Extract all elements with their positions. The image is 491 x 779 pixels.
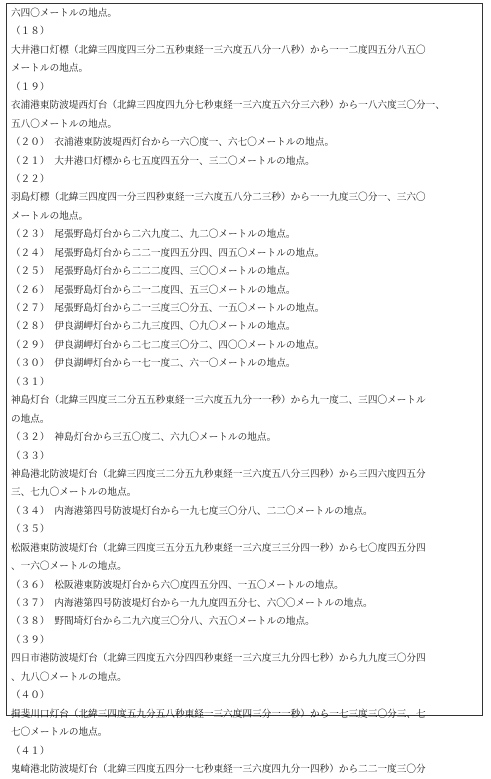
text-line: 鬼崎港北防波堤灯台（北緯三四度五四分一七秒東経一三六度四九分一四秒）から二二一度三〇分 [11,763,426,775]
item-line: （２３） 尾張野島灯台から二六九度二、九二〇メートルの地点。 [11,229,296,241]
text-line: 七〇メートルの地点。 [11,727,108,739]
item-number: （１８） [11,26,50,38]
item-line: （２１） 大井港口灯標から七五度四五分一、三二〇メートルの地点。 [11,155,315,167]
text-line: 衣浦港東防波堤西灯台（北緯三四度四九分七秒東経一三六度五六分三六秒）から一八六度三〇分一、 [11,100,445,112]
text-line: 神島港北防波堤灯台（北緯三四度三二分五九秒東経一三六度五八分三四秒）から三四六度四五分 [11,468,426,480]
item-number: （３３） [11,450,50,462]
text-line: 、一六〇メートルの地点。 [11,561,127,573]
text-line: 揖斐川口灯台（北緯三四度五九分五八秒東経一三六度四三分一一秒）から一七三度三〇分三、七 [11,708,426,720]
text-line: 五八〇メートルの地点。 [11,118,118,130]
item-number: （１９） [11,81,50,93]
item-line: （２９） 伊良湖岬灯台から二七二度三〇分二、四〇〇メートルの地点。 [11,339,325,351]
text-line: 羽島灯標（北緯三四度四一分三四秒東経一三六度五八分二三秒）から一一九度三〇分一、三六〇 [11,192,426,204]
item-line: （２５） 尾張野島灯台から二二二度四、三〇〇メートルの地点。 [11,266,296,278]
item-number: （２２） [11,173,50,185]
item-line: （２４） 尾張野島灯台から二二一度四五分四、四五〇メートルの地点。 [11,247,325,259]
item-number: （４１） [11,745,50,757]
item-line: （２８） 伊良湖岬灯台から二九三度四、〇九〇メートルの地点。 [11,321,296,333]
item-line: （３８） 野間埼灯台から二九六度三〇分八、六五〇メートルの地点。 [11,616,315,628]
text-line: 大井港口灯標（北緯三四度四三分二五秒東経一三六度五八分一八秒）から一一二度四五分八五〇 [11,44,426,56]
text-line: メートルの地点。 [11,63,89,75]
item-line: （２６） 尾張野島灯台から二一二度四、五三〇メートルの地点。 [11,284,296,296]
text-line: 四日市港防波堤灯台（北緯三四度五六分四四秒東経一三六度三九分四七秒）から九九度三〇分四 [11,653,426,665]
text-line: 神島灯台（北緯三四度三二分五五秒東経一三六度五九分一一秒）から九一度二、三四〇メートル [11,395,426,407]
item-number: （３９） [11,634,50,646]
item-line: （２７） 尾張野島灯台から二一三度三〇分五、一五〇メートルの地点。 [11,303,325,314]
item-number: （４０） [11,690,50,702]
document-page [6,3,483,775]
text-line: 三、七九〇メートルの地点。 [11,487,137,499]
text-line: 松阪港東防波堤灯台（北緯三四度三五分五九秒東経一三六度三三分四一秒）から七〇度四五分四 [11,542,426,554]
item-number: （３１） [11,376,50,388]
text-line: 六四〇メートルの地点。 [11,8,118,19]
text-line: 、九八〇メートルの地点。 [11,671,127,683]
text-line: の地点。 [11,413,50,425]
item-number: （３５） [11,524,50,536]
text-line: メートルの地点。 [11,210,89,222]
item-line: （３４） 内海港第四号防波堤灯台から一九七度三〇分八、二二〇メートルの地点。 [11,505,373,517]
item-line: （２０） 衣浦港東防波堤西灯台から一六〇度一、六七〇メートルの地点。 [11,137,335,149]
item-line: （３０） 伊良湖岬灯台から一七一度二、六一〇メートルの地点。 [11,358,296,370]
item-line: （３６） 松阪港東防波堤灯台から六〇度四五分四、一五〇メートルの地点。 [11,579,344,591]
item-line: （３２） 神島灯台から三五〇度二、六九〇メートルの地点。 [11,432,277,444]
item-line: （３７） 内海港第四号防波堤灯台から一九九度四五分七、六〇〇メートルの地点。 [11,598,373,609]
